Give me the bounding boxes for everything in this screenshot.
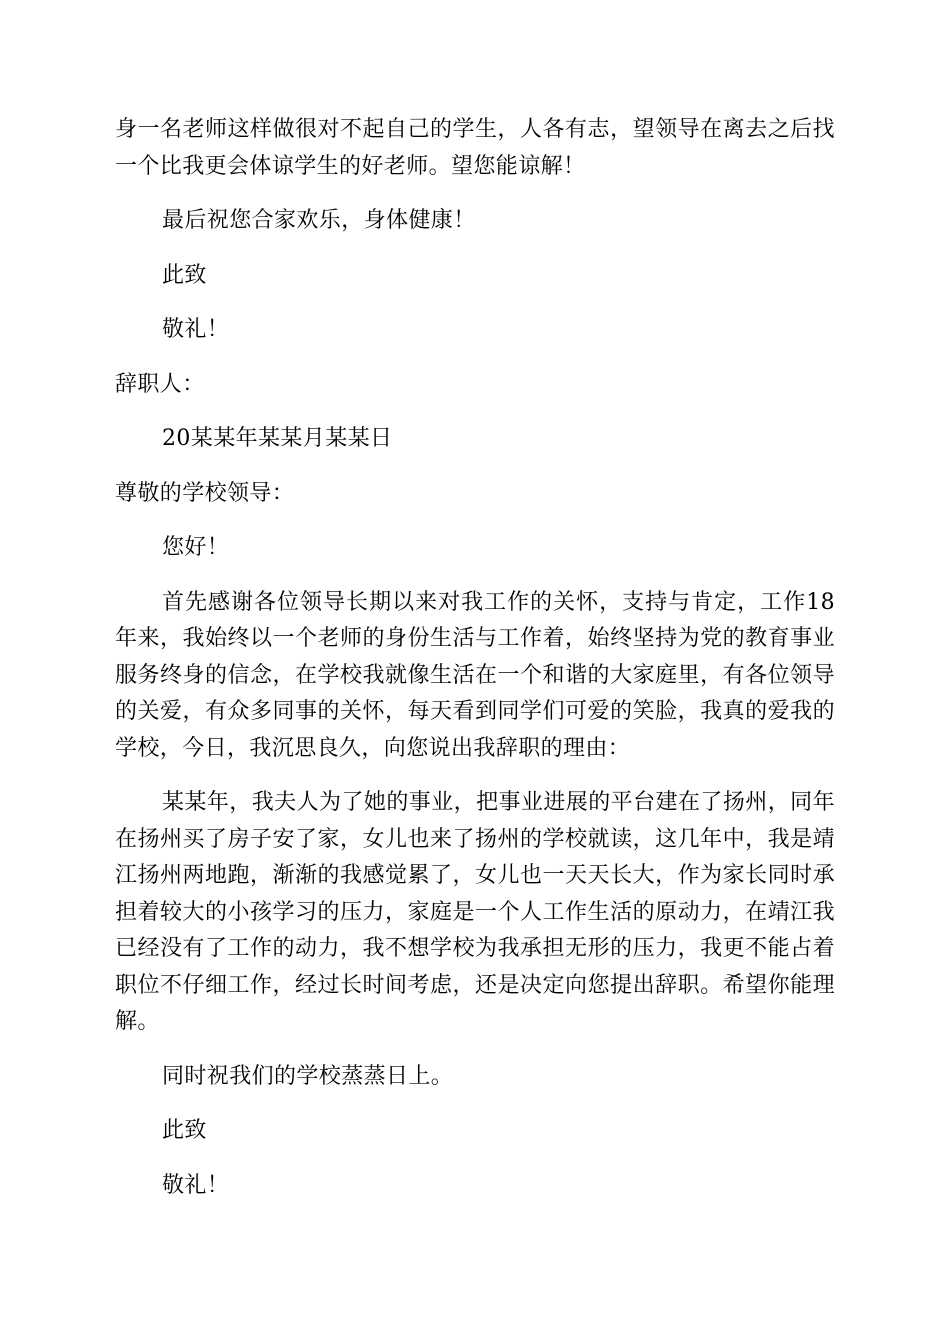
document-page	[115, 112, 835, 1204]
closing-regards: 敬礼！	[162, 317, 230, 342]
closing-regards-2: 敬礼！	[162, 1172, 230, 1198]
signature-date: 20某某年某某月某某日	[162, 426, 393, 451]
closing-salutation-2: 此致	[162, 1118, 207, 1143]
paragraph-reason: 某某年，我夫人为了她的事业，把事业进展的平台建在了扬州，同年在扬州买了房子安了家，女儿也来了扬州的学校就读，这几年中，我是靖江扬州两地跑，渐渐的我感觉累了，女儿也一天天长大，作为家长同时承担着较大的小孩学习的压力，家庭是一个人工作生活的原动力，在靖江我已经没有了工作的动力，我不想学校为我承担无形的压力，我更不能占着职位不仔细工作，经过长时间考虑，还是决定向您提出辞职。希望你能理解。	[115, 790, 835, 1034]
paragraph-gratitude: 首先感谢各位领导长期以来对我工作的关怀，支持与肯定，工作18年来，我始终以一个老师的身份生活与工作着，始终坚持为党的教育事业服务终身的信念，在学校我就像生活在一个和谐的大家庭里，有各位领导的关爱，有众多同事的关怀，每天看到同学们可爱的笑脸，我真的爱我的学校，今日，我沉思良久，向您说出我辞职的理由：	[115, 589, 835, 761]
letter-greeting: 尊敬的学校领导：	[115, 480, 295, 506]
paragraph-school-wishes: 同时祝我们的学校蒸蒸日上。	[162, 1063, 454, 1089]
signature-label: 辞职人：	[115, 371, 205, 397]
greeting-hello: 您好！	[162, 535, 230, 560]
closing-salutation: 此致	[162, 262, 207, 288]
paragraph-apology: 身一名老师这样做很对不起自己的学生，人各有志，望领导在离去之后找一个比我更会体谅学生的好老师。望您能谅解！	[115, 117, 835, 179]
paragraph-wishes: 最后祝您合家欢乐，身体健康！	[162, 208, 476, 233]
